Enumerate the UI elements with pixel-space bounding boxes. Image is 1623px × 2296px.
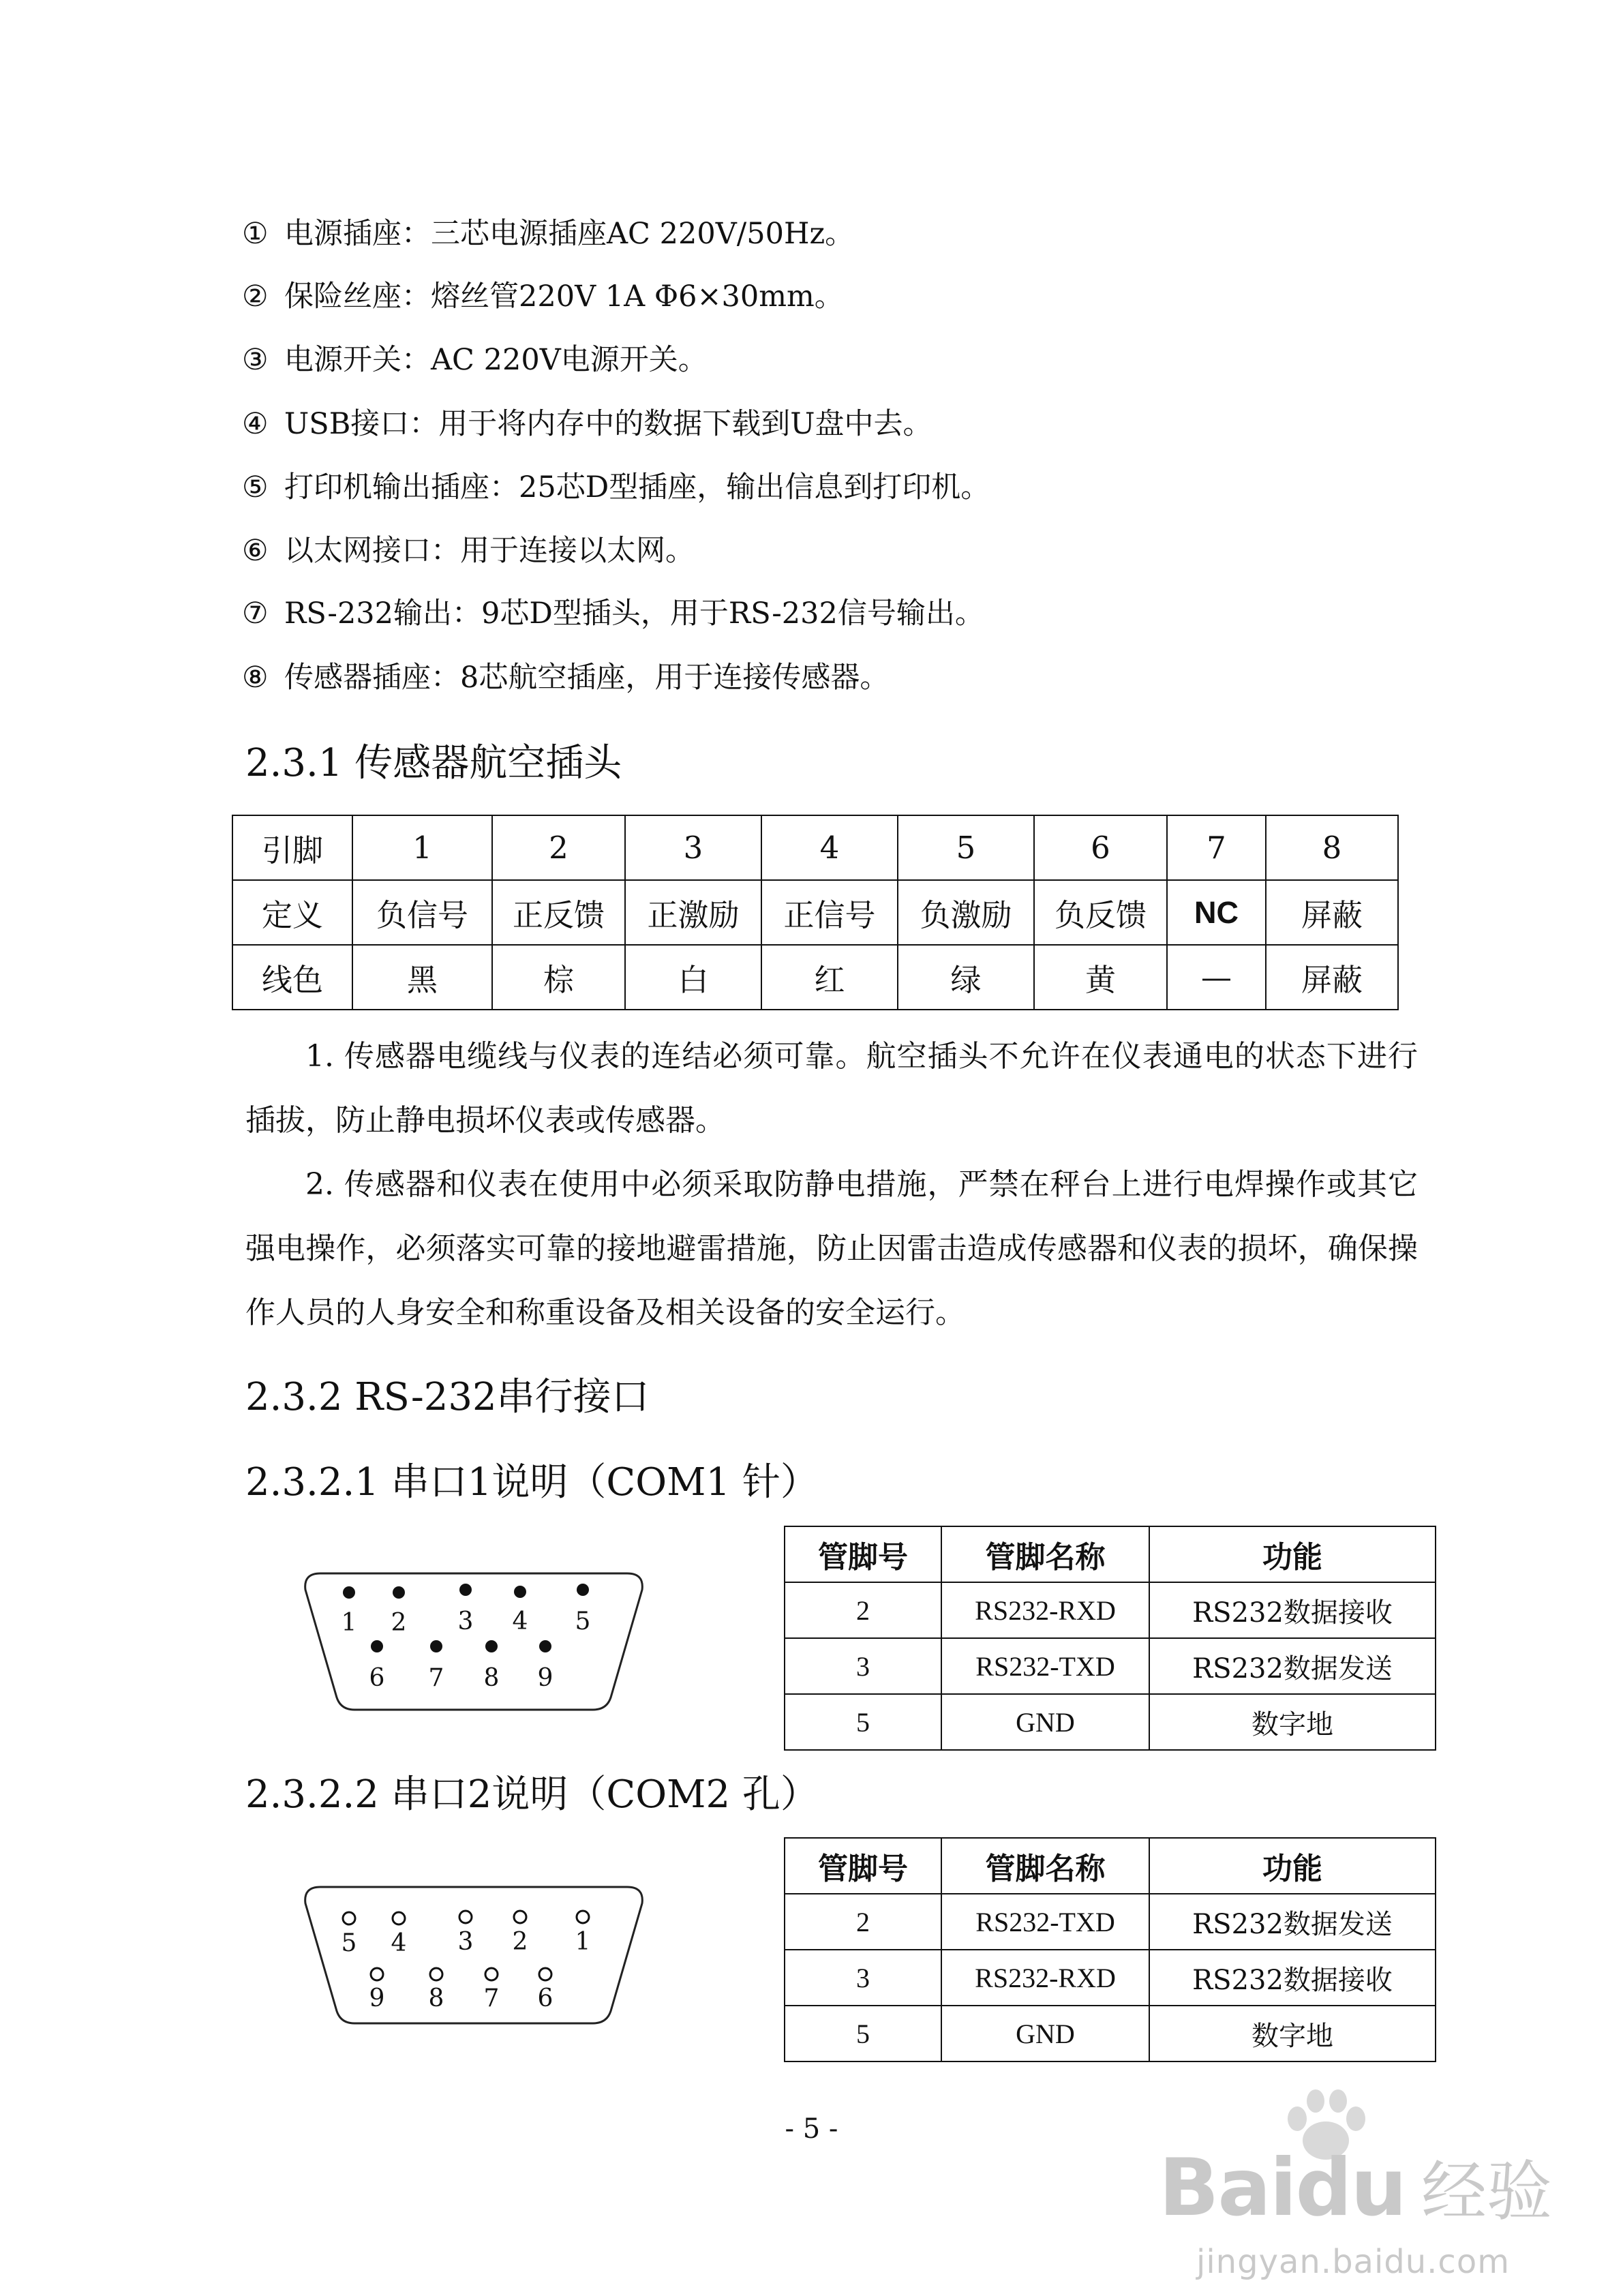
pin-label: 3 [457, 1607, 474, 1635]
table-cell: 数字地 [1149, 1694, 1436, 1750]
list-text: RS-232输出：9芯D型插头，用于RS-232信号输出。 [284, 596, 984, 631]
table-cell: RS232数据接收 [1149, 1950, 1436, 2006]
table-cell: RS232数据发送 [1149, 1894, 1436, 1950]
pin-dot [485, 1640, 498, 1652]
list-text: 电源插座：三芯电源插座AC 220V/50Hz。 [284, 217, 855, 251]
note-paragraph: 2. 传感器和仪表在使用中必须采取防静电措施，严禁在秤台上进行电焊操作或其它强电操作，必须落实可靠的接地避雷措施，防止因雷击造成传感器和仪表的损坏，确保操作人员的人身安全和称重设备及相关设备的安全运行。 [245, 1167, 1418, 1330]
table-cell: 线色 [232, 945, 352, 1010]
list-number: ② [242, 280, 269, 314]
column-header: 管脚名称 [941, 1838, 1149, 1894]
table-cell: 定义 [232, 880, 352, 945]
list-item [242, 467, 990, 508]
table-row [232, 880, 1398, 945]
pin-label: 7 [483, 1984, 500, 2012]
table-cell: 2 [785, 1582, 941, 1638]
list-number: ④ [242, 407, 269, 441]
table-cell: 棕 [492, 945, 625, 1010]
table-cell: 3 [625, 815, 761, 880]
pin-dot [577, 1584, 589, 1596]
hole-circle [393, 1912, 405, 1924]
table-cell: RS232-RXD [941, 1582, 1149, 1638]
column-header: 功能 [1149, 1838, 1436, 1894]
table-cell: RS232-TXD [941, 1894, 1149, 1950]
table-cell: 正反馈 [492, 880, 625, 945]
list-item [242, 339, 708, 380]
pin-label: 3 [457, 1928, 474, 1956]
pin-dot [539, 1640, 551, 1652]
list-number: ⑥ [242, 534, 269, 568]
pin-label: 4 [391, 1929, 407, 1957]
pin-dot [459, 1584, 472, 1596]
table-cell: 红 [761, 945, 898, 1010]
table-row [785, 1694, 1436, 1750]
page-number: - 5 - [785, 2113, 838, 2145]
table-row [785, 2006, 1436, 2061]
pin-label: 9 [369, 1984, 385, 2012]
table-cell: RS232-RXD [941, 1950, 1149, 2006]
hole-circle [539, 1968, 551, 1980]
pin-label: 6 [369, 1664, 385, 1692]
watermark-cn: 经验 [1421, 2154, 1552, 2230]
pin-label: 1 [341, 1609, 357, 1637]
table-row [785, 1638, 1436, 1694]
column-header: 管脚名称 [941, 1526, 1149, 1582]
pin-label: 6 [537, 1984, 553, 2012]
pin-label: 8 [428, 1984, 444, 2012]
pin-dot [393, 1586, 405, 1599]
table-cell: 负激励 [898, 880, 1034, 945]
table-cell: 2 [492, 815, 625, 880]
list-text: 电源开关：AC 220V电源开关。 [284, 343, 708, 377]
hole-circle [514, 1911, 526, 1923]
note-paragraph: 1. 传感器电缆线与仪表的连结必须可靠。航空插头不允许在仪表通电的状态下进行插拔，防止静电损坏仪表或传感器。 [245, 1039, 1418, 1138]
table-cell: 负反馈 [1034, 880, 1167, 945]
pin-label: 4 [512, 1607, 528, 1635]
section-heading-rs232: 2.3.2 RS-232串行接口 [245, 1375, 650, 1419]
table-cell: GND [941, 1694, 1149, 1750]
table-header-row [785, 1838, 1436, 1894]
table-cell: GND [941, 2006, 1149, 2061]
pin-label: 5 [341, 1929, 357, 1957]
table-cell: 6 [1034, 815, 1167, 880]
com2-pin-table [784, 1837, 1436, 2062]
list-number: ① [242, 217, 269, 251]
table-header-row [785, 1526, 1436, 1582]
table-row [785, 1582, 1436, 1638]
pin-label: 5 [575, 1607, 591, 1635]
pin-label: 2 [391, 1609, 407, 1637]
column-header: 功能 [1149, 1526, 1436, 1582]
table-cell: 黄 [1034, 945, 1167, 1010]
hole-circle [577, 1911, 589, 1923]
table-row [232, 945, 1398, 1010]
table-cell: 负信号 [352, 880, 492, 945]
table-cell: — [1167, 945, 1266, 1010]
table-cell: 白 [625, 945, 761, 1010]
list-item [242, 593, 984, 634]
table-cell: 3 [785, 1950, 941, 2006]
section-heading-com1: 2.3.2.1 串口1说明（COM1 针） [245, 1460, 819, 1505]
table-cell: 8 [1266, 815, 1398, 880]
table-cell: 2 [785, 1894, 941, 1950]
list-number: ⑤ [242, 470, 269, 504]
hole-circle [459, 1911, 472, 1923]
table-cell: 黑 [352, 945, 492, 1010]
table-cell: 数字地 [1149, 2006, 1436, 2061]
list-item [242, 657, 889, 698]
pin-label: 2 [512, 1928, 528, 1956]
table-cell: 1 [352, 815, 492, 880]
hole-circle [371, 1968, 383, 1980]
brand-text: du [1295, 2142, 1406, 2234]
table-cell: 正信号 [761, 880, 898, 945]
table-cell: 5 [898, 815, 1034, 880]
table-cell: 屏蔽 [1266, 880, 1398, 945]
table-cell: RS232-TXD [941, 1638, 1149, 1694]
pin-dot [371, 1640, 383, 1652]
baidu-watermark [1159, 2086, 1595, 2284]
hole-circle [343, 1912, 355, 1924]
table-cell: 5 [785, 2006, 941, 2061]
list-item [242, 276, 844, 317]
list-number: ⑧ [242, 661, 269, 695]
pin-label: 7 [428, 1664, 444, 1692]
list-text: 以太网接口：用于连接以太网。 [284, 534, 695, 568]
hole-circle [485, 1968, 498, 1980]
list-item [242, 530, 695, 571]
table-cell: 正激励 [625, 880, 761, 945]
list-text: 保险丝座：熔丝管220V 1A Φ6×30mm。 [284, 280, 844, 314]
list-text: 打印机输出插座：25芯D型插座，输出信息到打印机。 [284, 470, 990, 504]
watermark-url: jingyan.baidu.com [1196, 2243, 1510, 2281]
table-cell: 5 [785, 1694, 941, 1750]
com1-connector-diagram [293, 1554, 654, 1734]
watermark-brand [1159, 2144, 1406, 2233]
column-header: 管脚号 [785, 1838, 941, 1894]
table-cell: 绿 [898, 945, 1034, 1010]
table-cell: 3 [785, 1638, 941, 1694]
hole-circle [430, 1968, 442, 1980]
list-text: 传感器插座：8芯航空插座，用于连接传感器。 [284, 661, 890, 695]
pin-dot [430, 1640, 442, 1652]
table-cell: 7 [1167, 815, 1266, 880]
pin-label: 8 [483, 1664, 500, 1692]
list-item [242, 213, 854, 254]
connector-outline [305, 1573, 643, 1710]
list-number: ③ [242, 343, 269, 377]
table-cell: RS232数据发送 [1149, 1638, 1436, 1694]
com1-pin-table [784, 1526, 1436, 1751]
table-row [232, 815, 1398, 880]
list-text: USB接口：用于将内存中的数据下载到U盘中去。 [284, 407, 932, 441]
table-row [785, 1894, 1436, 1950]
sensor-pin-table [232, 815, 1399, 1010]
pin-label: 9 [537, 1664, 553, 1692]
pin-dot [514, 1586, 526, 1598]
sensor-notes [245, 1025, 1418, 1345]
com2-connector-diagram [293, 1868, 654, 2048]
table-cell: NC [1167, 880, 1266, 945]
table-cell: RS232数据接收 [1149, 1582, 1436, 1638]
table-cell: 4 [761, 815, 898, 880]
table-row [785, 1950, 1436, 2006]
brand-text: Bai [1159, 2142, 1296, 2234]
pin-dot [343, 1586, 355, 1599]
section-heading-sensor: 2.3.1 传感器航空插头 [245, 741, 622, 785]
pin-label: 1 [575, 1928, 591, 1956]
column-header: 管脚号 [785, 1526, 941, 1582]
list-item [242, 404, 932, 444]
section-heading-com2: 2.3.2.2 串口2说明（COM2 孔） [245, 1772, 819, 1817]
list-number: ⑦ [242, 596, 269, 631]
table-cell: 屏蔽 [1266, 945, 1398, 1010]
table-cell: 引脚 [232, 815, 352, 880]
